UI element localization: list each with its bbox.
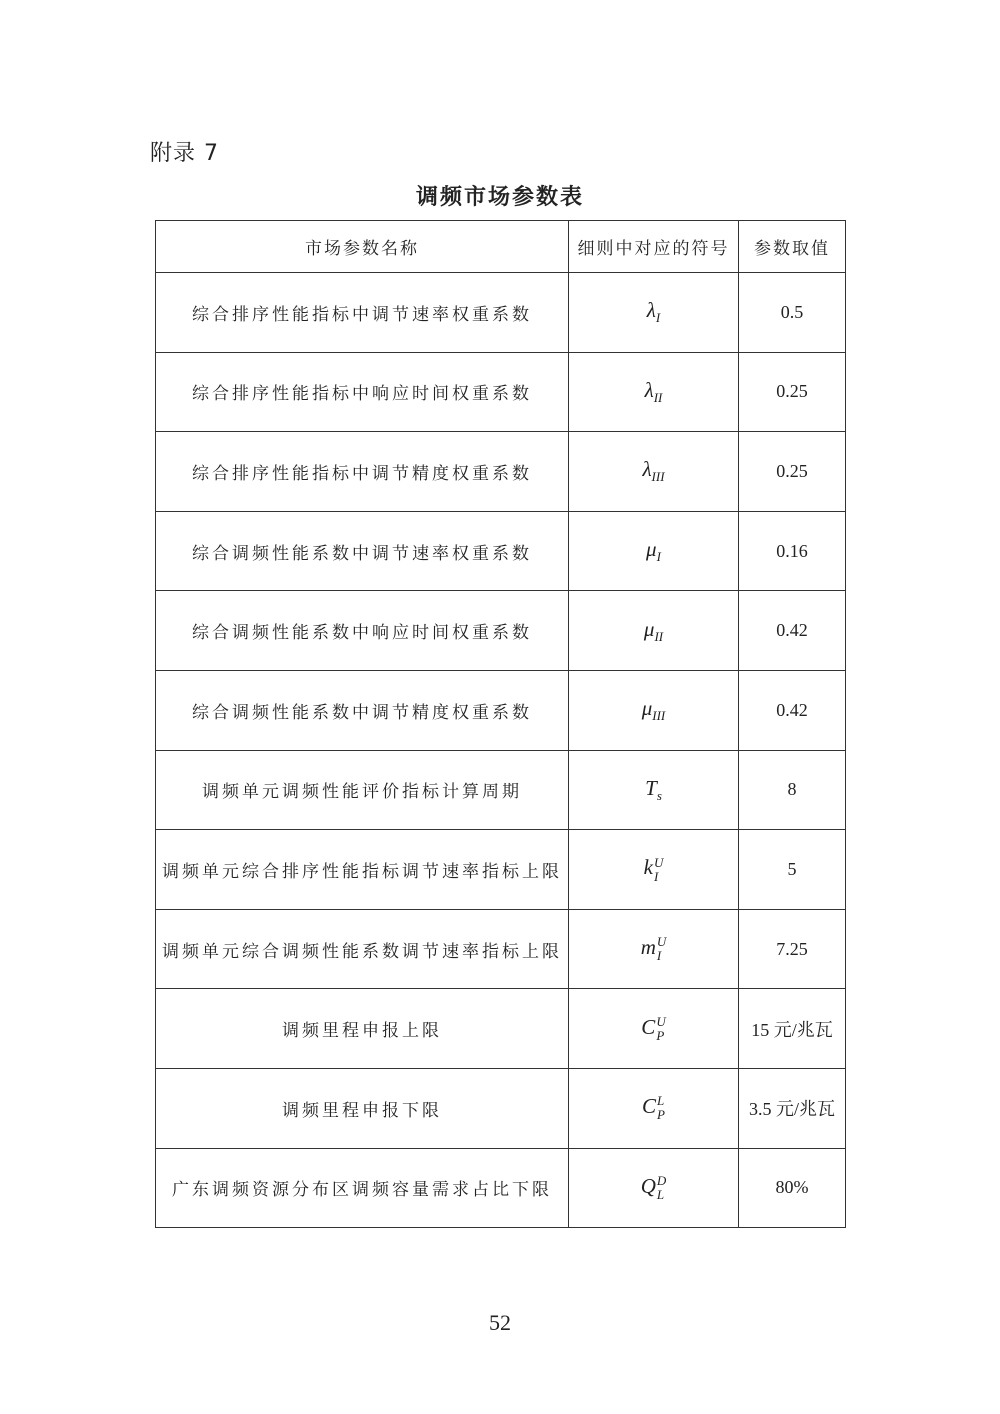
param-value: 80% (739, 1148, 846, 1228)
symbol-scripts (657, 935, 666, 963)
table-row (156, 352, 846, 432)
param-name: 综合调频性能系数中调节速率权重系数 (156, 511, 569, 591)
param-value: 15 元/兆瓦 (739, 989, 846, 1069)
symbol-base: k (643, 855, 653, 880)
symbol-subscript: P (657, 1107, 665, 1123)
param-symbol (646, 537, 661, 565)
symbol-scripts (654, 856, 663, 884)
header-value: 参数取值 (739, 221, 846, 273)
symbol-base: μ (641, 696, 653, 721)
symbol-base: Q (640, 1173, 656, 1198)
table-row (156, 909, 846, 989)
table-row (156, 1068, 846, 1148)
param-symbol-cell (569, 989, 739, 1069)
param-name: 综合调频性能系数中响应时间权重系数 (156, 591, 569, 671)
appendix-label: 附录 7 (150, 141, 219, 166)
param-symbol (642, 1094, 665, 1122)
param-name: 综合排序性能指标中响应时间权重系数 (156, 352, 569, 432)
param-name: 综合排序性能指标中调节精度权重系数 (156, 432, 569, 512)
param-symbol (642, 696, 666, 724)
param-symbol (644, 617, 663, 645)
param-symbol (641, 1015, 665, 1043)
table-header-row (156, 221, 846, 273)
param-value: 0.5 (739, 273, 846, 353)
param-symbol (644, 855, 664, 883)
param-symbol-cell (569, 352, 739, 432)
param-name: 调频单元综合排序性能指标调节速率指标上限 (156, 830, 569, 910)
param-value: 0.25 (739, 432, 846, 512)
page-number: 52 (489, 1310, 511, 1335)
param-value: 3.5 元/兆瓦 (739, 1068, 846, 1148)
param-name: 调频单元调频性能评价指标计算周期 (156, 750, 569, 830)
symbol-superscript: L (657, 1093, 665, 1109)
param-value: 0.42 (739, 591, 846, 671)
symbol-base: m (640, 934, 656, 959)
param-value: 0.42 (739, 670, 846, 750)
symbol-subscript: P (656, 1027, 665, 1043)
param-value: 7.25 (739, 909, 846, 989)
param-symbol (641, 935, 667, 963)
symbol-base: μ (643, 616, 655, 641)
table-row (156, 1148, 846, 1228)
param-value: 8 (739, 750, 846, 830)
table-row (156, 591, 846, 671)
symbol-superscript: U (653, 854, 664, 870)
symbol-base: μ (646, 536, 657, 561)
symbol-scripts (657, 1094, 665, 1122)
param-symbol-cell (569, 670, 739, 750)
table-row (156, 989, 846, 1069)
page-title: 调频市场参数表 (415, 185, 584, 210)
symbol-superscript: U (656, 1013, 666, 1029)
symbol-base: T (645, 775, 657, 800)
symbol-base: C (642, 1094, 657, 1119)
symbol-subscript: II (654, 628, 664, 644)
symbol-subscript: I (656, 948, 662, 964)
symbol-superscript: U (656, 934, 667, 950)
param-name: 广东调频资源分布区调频容量需求占比下限 (156, 1148, 569, 1228)
param-value: 5 (739, 830, 846, 910)
symbol-subscript: I (656, 549, 661, 565)
param-symbol-cell (569, 432, 739, 512)
param-symbol-cell (569, 511, 739, 591)
symbol-base: λ (646, 298, 656, 323)
param-symbol-cell (569, 1148, 739, 1228)
symbol-subscript: II (653, 389, 663, 405)
param-symbol (645, 776, 662, 804)
param-symbol (647, 298, 660, 326)
symbol-subscript: s (656, 787, 662, 803)
symbol-base: λ (644, 377, 654, 402)
symbol-subscript: L (656, 1186, 665, 1202)
param-name: 调频单元综合调频性能系数调节速率指标上限 (156, 909, 569, 989)
parameter-table (155, 220, 846, 1228)
param-name: 综合调频性能系数中调节精度权重系数 (156, 670, 569, 750)
table-row (156, 432, 846, 512)
symbol-scripts (657, 1174, 666, 1202)
symbol-subscript: III (651, 469, 665, 485)
symbol-subscript: I (655, 310, 661, 326)
param-symbol-cell (569, 830, 739, 910)
table-body (156, 273, 846, 1228)
param-value: 0.25 (739, 352, 846, 432)
param-symbol (641, 1174, 667, 1202)
symbol-superscript: D (656, 1172, 667, 1188)
header-symbol: 细则中对应的符号 (569, 221, 739, 273)
table-row (156, 830, 846, 910)
table-row (156, 511, 846, 591)
symbol-base: C (641, 1014, 656, 1039)
param-value: 0.16 (739, 511, 846, 591)
param-symbol (645, 378, 663, 406)
header-param-name: 市场参数名称 (156, 221, 569, 273)
param-symbol (642, 457, 664, 485)
symbol-subscript: I (653, 868, 659, 884)
param-symbol-cell (569, 909, 739, 989)
table-row (156, 670, 846, 750)
param-symbol-cell (569, 750, 739, 830)
param-symbol-cell (569, 591, 739, 671)
param-name: 调频里程申报上限 (156, 989, 569, 1069)
table-row (156, 750, 846, 830)
param-name: 综合排序性能指标中调节速率权重系数 (156, 273, 569, 353)
param-symbol-cell (569, 1068, 739, 1148)
symbol-scripts (656, 1015, 665, 1043)
symbol-subscript: III (652, 708, 666, 724)
param-name: 调频里程申报下限 (156, 1068, 569, 1148)
table-row (156, 273, 846, 353)
symbol-base: λ (642, 457, 652, 482)
param-symbol-cell (569, 273, 739, 353)
